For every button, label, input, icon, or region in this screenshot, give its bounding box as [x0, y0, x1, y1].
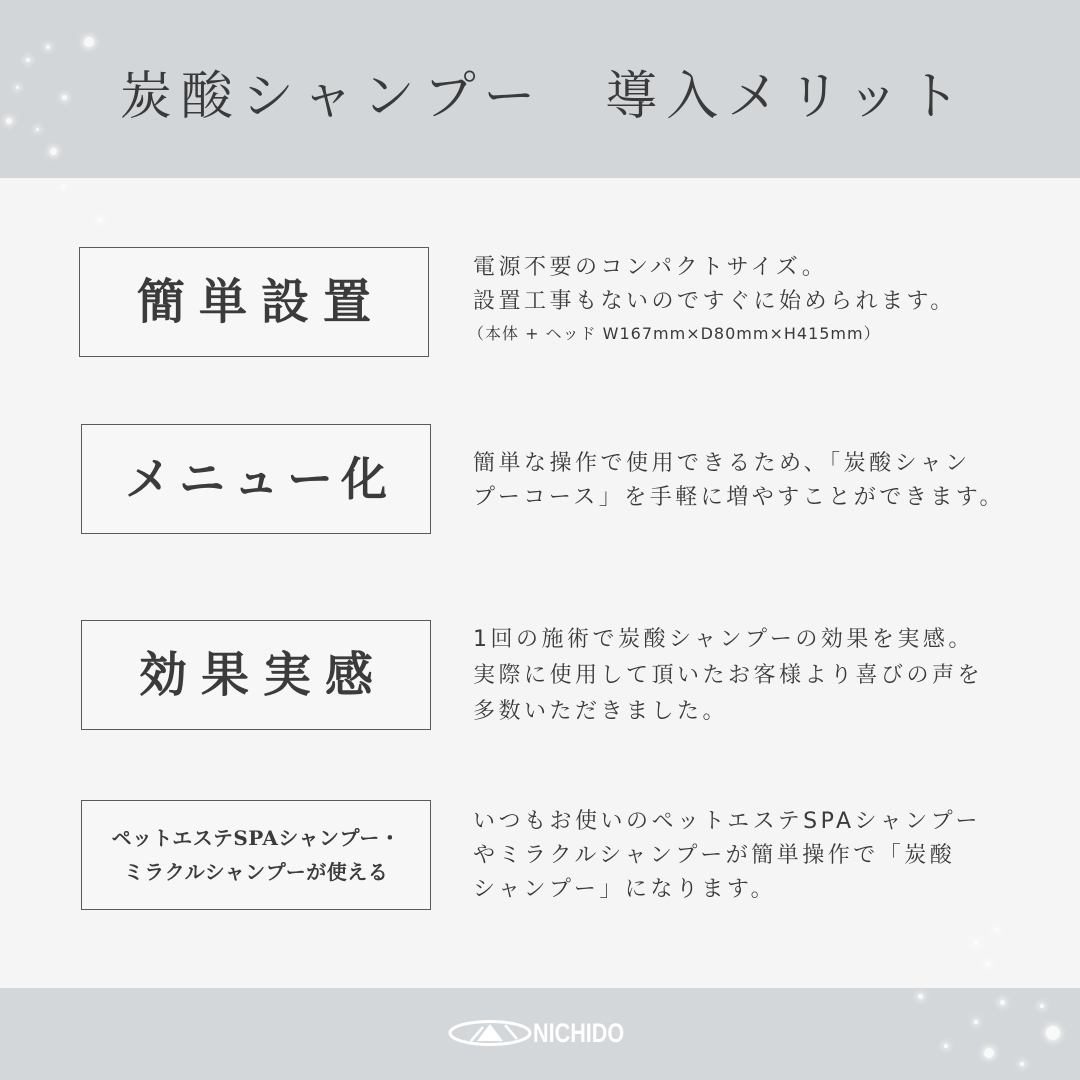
description-line: 多数いただきました。 — [473, 699, 729, 724]
description-line: いつもお使いのペットエステSPAシャンプー — [473, 809, 981, 834]
merit-label-line: ミラクルシャンプーが使える — [123, 860, 389, 884]
sparkle-dot — [62, 185, 65, 188]
description-line: 実際に使用して頂いたお客様より喜びの声を — [473, 663, 984, 688]
description-line: 電源不要のコンパクトサイズ。 — [473, 255, 828, 280]
merit-label: 効果実感 — [138, 647, 387, 703]
merit-description-easy-install — [468, 251, 1053, 349]
sparkle-dot — [986, 962, 990, 966]
description-line: 1回の施術で炭酸シャンプーの効果を実感。 — [473, 627, 974, 652]
nichido-emblem-icon — [447, 1019, 533, 1047]
sparkle-dot — [98, 218, 102, 222]
merit-label-line: ペットエステSPAシャンプー・ — [111, 826, 401, 850]
merit-description-shampoo — [473, 805, 1053, 907]
size-note: （本体 + ヘッド W167mm×D80mm×H415mm） — [468, 324, 881, 343]
sparkle-dot — [995, 928, 998, 931]
description-line: プーコース」を手軽に増やすことができます。 — [473, 485, 1005, 510]
merit-description-menu — [473, 447, 1053, 515]
merit-label-box-menu — [81, 424, 431, 534]
description-line: 簡単な操作で使用できるため、「炭酸シャン — [473, 451, 971, 476]
description-line: やミラクルシャンプーが簡単操作で「炭酸 — [473, 843, 956, 868]
sparkle-dot — [974, 940, 978, 944]
nichido-logo — [447, 1018, 647, 1048]
merit-label-box-effect — [81, 620, 431, 730]
description-line: シャンプー」になります。 — [473, 877, 777, 902]
merit-label: メニュー化 — [125, 452, 395, 506]
merit-label-box-easy-install — [79, 247, 429, 357]
merit-label-box-shampoo — [81, 800, 431, 910]
description-line: 設置工事もないのですぐに始められます。 — [473, 289, 956, 314]
page-title: 炭酸シャンプー 導入メリット — [119, 67, 970, 127]
merit-description-effect — [473, 622, 1053, 730]
merit-label: 簡単設置 — [136, 274, 385, 330]
logo-text: NICHIDO — [533, 1018, 625, 1048]
